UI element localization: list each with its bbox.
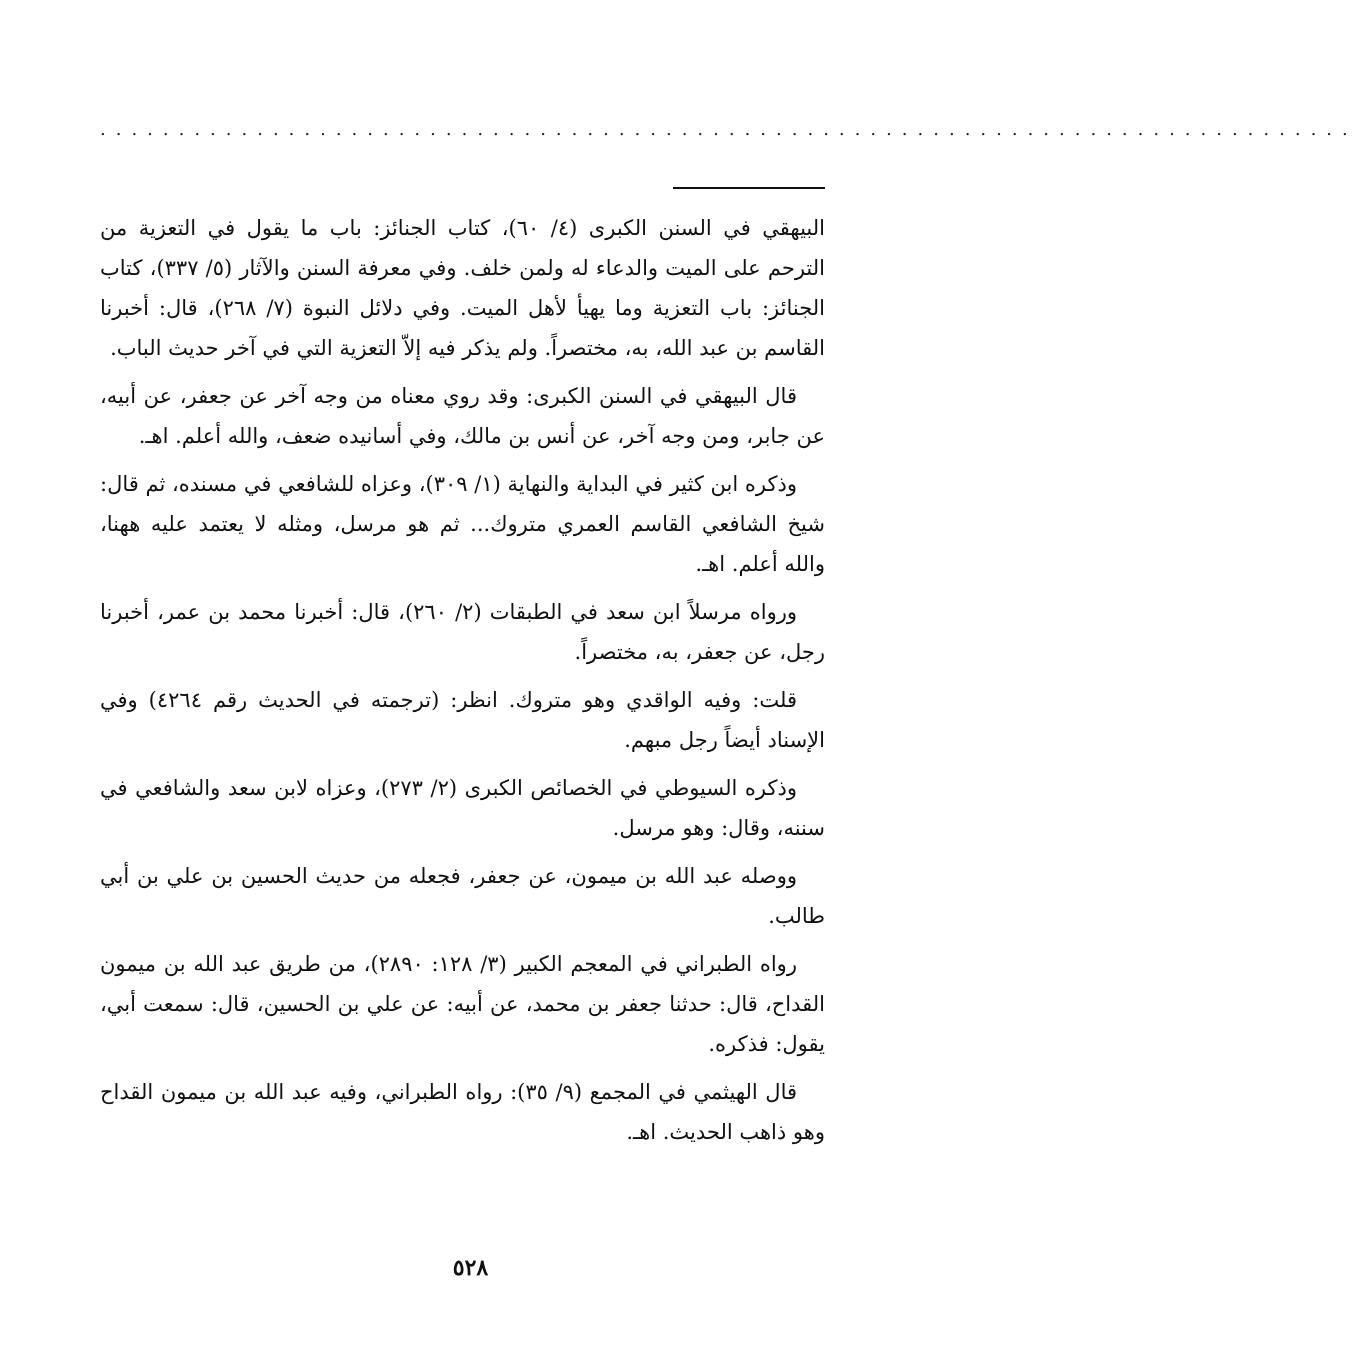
footnote-text bbox=[100, 208, 825, 1160]
footnote-paragraph-5: قلت: وفيه الواقدي وهو متروك. انظر: (ترجمته في الحديث رقم ٤٢٦٤) وفي الإسناد أيضاً رجل مبهم. bbox=[100, 688, 825, 752]
footnote-paragraph-1: البيهقي في السنن الكبرى (٤/ ٦٠)، كتاب الجنائز: باب ما يقول في التعزية من الترحم على الميت والدعاء له ولمن خلف. وفي معرفة السنن والآثار (٥/ ٣٣٧)، كتاب الجنائز: باب التعزية وما يهيأ لأهل الميت. وفي دلائل النبوة (٧/ ٢٦٨)، قال: أخبرنا القاسم بن عبد الله، به، مختصراً. ولم يذكر فيه إلاّ التعزية التي في آخر حديث الباب. bbox=[100, 216, 825, 360]
footnote-paragraph-7: ووصله عبد الله بن ميمون، عن جعفر، فجعله من حديث الحسين بن علي بن أبي طالب. bbox=[100, 864, 825, 928]
footnote-paragraph-2: قال البيهقي في السنن الكبرى: وقد روي معناه من وجه آخر عن جعفر، عن أبيه، عن جابر، ومن وجه آخر، عن أنس بن مالك، وفي أسانيده ضعف، والله أعلم. اهـ. bbox=[100, 384, 825, 448]
dotted-divider: ................................................................................ bbox=[100, 119, 1358, 140]
footnote-paragraph-4: ورواه مرسلاً ابن سعد في الطبقات (٢/ ٢٦٠)، قال: أخبرنا محمد بن عمر، أخبرنا رجل، عن جعفر، به، مختصراً. bbox=[100, 600, 825, 664]
footnote-paragraph-3: وذكره ابن كثير في البداية والنهاية (١/ ٣٠٩)، وعزاه للشافعي في مسنده، ثم قال: شيخ الشافعي القاسم العمري متروك... ثم هو مرسل، ومثله لا يعتمد عليه ههنا، والله أعلم. اهـ. bbox=[100, 472, 825, 576]
page-number: ٥٢٨ bbox=[452, 1255, 489, 1281]
footnote-paragraph-6: وذكره السيوطي في الخصائص الكبرى (٢/ ٢٧٣)، وعزاه لابن سعد والشافعي في سننه، وقال: وهو مرسل. bbox=[100, 776, 825, 840]
footnote-paragraph-8: رواه الطبراني في المعجم الكبير (٣/ ١٢٨: ٢٨٩٠)، من طريق عبد الله بن ميمون القداح، قال: حدثنا جعفر بن محمد، عن أبيه: عن علي بن الحسين، قال: سمعت أبي، يقول: فذكره. bbox=[100, 952, 825, 1056]
footnote-paragraph-9: قال الهيثمي في المجمع (٩/ ٣٥): رواه الطبراني، وفيه عبد الله بن ميمون القداح وهو ذاهب الحديث. اهـ. bbox=[100, 1080, 825, 1144]
footnote-separator bbox=[673, 187, 825, 189]
